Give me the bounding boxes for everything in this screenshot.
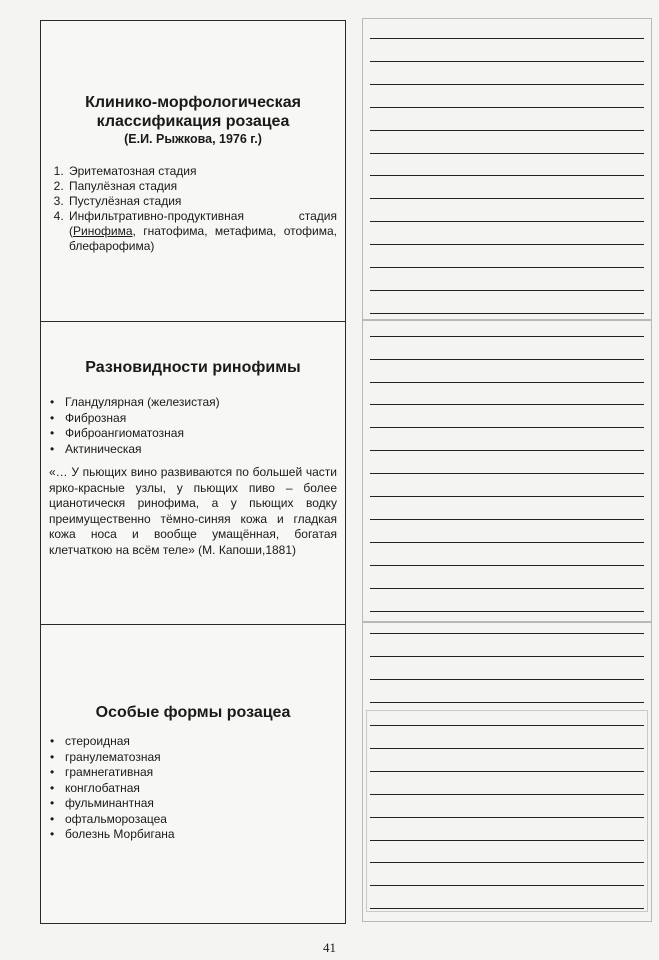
slides-column — [40, 20, 346, 924]
faint-table — [366, 710, 648, 912]
note-line — [370, 313, 644, 314]
slide-title: Особые формы розацеа — [95, 704, 291, 721]
note-line — [370, 267, 644, 268]
list-item: • Фиброзная — [65, 411, 337, 427]
note-line — [370, 496, 644, 497]
list-item: • стероидная — [65, 734, 337, 750]
note-line — [370, 679, 644, 680]
note-line — [370, 885, 644, 886]
list-item: • Гландулярная (железистая) — [65, 395, 337, 411]
note-line — [370, 336, 644, 337]
slide-classification — [41, 21, 345, 321]
list-item: 2. Папулёзная стадия — [67, 179, 337, 194]
notes-column — [362, 18, 652, 922]
note-line — [370, 519, 644, 520]
slide-title: Клинико-морфологическая классификация розацеа — [85, 94, 301, 130]
note-line — [370, 588, 644, 589]
note-line — [370, 450, 644, 451]
note-line — [370, 656, 644, 657]
note-line — [370, 153, 644, 154]
note-line — [370, 198, 644, 199]
note-line — [370, 130, 644, 131]
rhinophyma-list — [49, 395, 337, 457]
list-item: • болезнь Морбигана — [65, 827, 337, 843]
note-line — [370, 221, 644, 222]
note-line — [370, 633, 644, 634]
note-line — [370, 840, 644, 841]
note-line — [370, 611, 644, 612]
note-line — [370, 862, 644, 863]
note-line — [370, 175, 644, 176]
note-line — [370, 817, 644, 818]
list-item: • конглобатная — [65, 781, 337, 797]
faint-slide-frame — [362, 320, 652, 622]
note-line — [370, 107, 644, 108]
note-line — [370, 427, 644, 428]
note-line — [370, 565, 644, 566]
note-line — [370, 61, 644, 62]
list-item: • Актиническая — [65, 442, 337, 458]
faint-slide-frame — [362, 18, 652, 320]
list-item: 3. Пустулёзная стадия — [67, 194, 337, 209]
rhinophyma-link: Ринофима — [73, 224, 133, 238]
slide-rhinophyma-types — [41, 321, 345, 624]
note-line — [370, 908, 644, 909]
list-item: • фульминантная — [65, 796, 337, 812]
list-item: • офтальморозацеа — [65, 812, 337, 828]
slide-subtitle: (Е.И. Рыжкова, 1976 г.) — [124, 132, 262, 146]
note-line — [370, 794, 644, 795]
slide-special-forms — [41, 624, 345, 925]
slide-title: Разновидности ринофимы — [85, 359, 301, 376]
note-line — [370, 382, 644, 383]
list-item: 1. Эритематозная стадия — [67, 164, 337, 179]
kaposi-quote: «… У пьющих вино развиваются по большей части ярко-красные узлы, у пьющих пиво – более цианотическя ринофима, а у пьющих водку преимущественно тёмно-синяя кожа и гладкая кожа носа и вообще умащённая, богатая клетчаткою на всём теле» (М. Капоши,1881) — [49, 465, 337, 557]
list-item — [67, 209, 337, 254]
list-item: • гранулематозная — [65, 750, 337, 766]
special-forms-list — [49, 734, 337, 843]
note-line — [370, 404, 644, 405]
note-line — [370, 748, 644, 749]
stage-detail: (Ринофима, гнатофима, метафима, отофима, блефарофима) — [69, 224, 337, 253]
note-line — [370, 84, 644, 85]
note-line — [370, 771, 644, 772]
note-line — [370, 725, 644, 726]
note-line — [370, 359, 644, 360]
note-line — [370, 290, 644, 291]
note-line — [370, 38, 644, 39]
note-line — [370, 244, 644, 245]
note-line — [370, 473, 644, 474]
list-item: • грамнегативная — [65, 765, 337, 781]
stage-label: 4. Инфильтративно-продуктивная стадия — [69, 209, 337, 223]
note-line — [370, 542, 644, 543]
note-line — [370, 702, 644, 703]
list-item: • Фиброангиоматозная — [65, 426, 337, 442]
page-number: 41 — [323, 940, 336, 955]
stages-list — [49, 164, 337, 254]
